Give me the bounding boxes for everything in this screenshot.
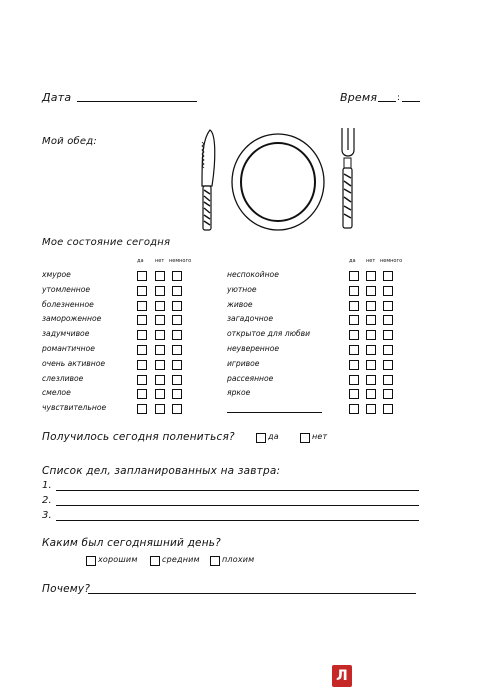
mood-checkbox-yes[interactable]: [349, 404, 359, 414]
lunch-label: Мой обед:: [42, 136, 97, 147]
mood-checkbox-no[interactable]: [155, 345, 165, 355]
mood-item-label: чувствительное: [42, 403, 107, 413]
mood-column-heading-left-0: да: [137, 258, 144, 264]
day-medium-label: средним: [162, 555, 200, 564]
mood-checkbox-somewhat[interactable]: [383, 330, 393, 340]
mood-checkbox-somewhat[interactable]: [172, 375, 182, 385]
mood-item-label: рассеянное: [227, 373, 274, 383]
mood-item-label: живое: [227, 299, 253, 309]
mood-checkbox-yes[interactable]: [349, 271, 359, 281]
mood-checkbox-no[interactable]: [366, 330, 376, 340]
mood-checkbox-somewhat[interactable]: [172, 360, 182, 370]
mood-item-label: игривое: [227, 358, 260, 368]
mood-checkbox-yes[interactable]: [349, 345, 359, 355]
todo-title: Список дел, запланированных на завтра:: [42, 465, 281, 477]
day-bad-label: плохим: [222, 555, 255, 564]
mood-item-label: смелое: [42, 388, 71, 398]
mood-checkbox-no[interactable]: [366, 345, 376, 355]
mood-checkbox-yes[interactable]: [137, 389, 147, 399]
date-field[interactable]: [77, 101, 197, 102]
mood-checkbox-yes[interactable]: [137, 315, 147, 325]
mood-column-heading-left-1: нет: [155, 258, 165, 264]
mood-checkbox-yes[interactable]: [349, 330, 359, 340]
mood-checkbox-somewhat[interactable]: [172, 345, 182, 355]
mood-item-label: очень активное: [42, 358, 106, 368]
day-medium-checkbox[interactable]: [150, 556, 160, 566]
mood-checkbox-yes[interactable]: [137, 271, 147, 281]
mood-checkbox-somewhat[interactable]: [172, 389, 182, 399]
mood-checkbox-somewhat[interactable]: [172, 404, 182, 414]
mood-checkbox-no[interactable]: [366, 375, 376, 385]
mood-checkbox-no[interactable]: [366, 389, 376, 399]
time-label: Время: [340, 91, 378, 104]
knife-icon: [202, 130, 215, 230]
mood-item-label: уютное: [227, 284, 257, 294]
mood-item-label: болезненное: [42, 299, 94, 309]
mood-item-label: утомленное: [42, 284, 91, 294]
mood-column-heading-right-2: немного: [380, 258, 403, 264]
todo-item-3-field[interactable]: [56, 520, 419, 521]
mood-checkbox-somewhat[interactable]: [172, 286, 182, 296]
mood-checkbox-somewhat[interactable]: [172, 315, 182, 325]
mood-item-label: хмурое: [42, 270, 71, 279]
mood-checkbox-somewhat[interactable]: [383, 271, 393, 281]
mood-item-label: романтичное: [42, 344, 95, 353]
mood-item-label: открытое для любви: [227, 329, 311, 339]
mood-item-label: яркое: [227, 388, 251, 398]
why-label: Почему?: [42, 583, 91, 595]
mood-checkbox-somewhat[interactable]: [383, 301, 393, 311]
mood-checkbox-yes[interactable]: [137, 330, 147, 340]
day-bad-checkbox[interactable]: [210, 556, 220, 566]
day-good-checkbox[interactable]: [86, 556, 96, 566]
mood-item-label: задумчивое: [42, 329, 90, 339]
mood-checkbox-yes[interactable]: [137, 404, 147, 414]
mood-title: Мое состояние сегодня: [42, 237, 171, 248]
mood-checkbox-yes[interactable]: [349, 360, 359, 370]
mood-column-heading-right-1: нет: [366, 258, 376, 264]
mood-checkbox-no[interactable]: [366, 404, 376, 414]
mood-checkbox-yes[interactable]: [137, 301, 147, 311]
mood-checkbox-yes[interactable]: [137, 345, 147, 355]
day-question: Каким был сегодняшний день?: [42, 537, 221, 549]
mood-item-label: неспокойное: [227, 270, 279, 279]
mood-item-label: замороженное: [42, 314, 102, 324]
todo-item-1-field[interactable]: [56, 490, 419, 491]
mood-checkbox-no[interactable]: [155, 389, 165, 399]
mood-checkbox-yes[interactable]: [349, 301, 359, 311]
mood-checkbox-yes[interactable]: [349, 315, 359, 325]
fork-icon: [342, 128, 354, 228]
lazy-yes-label: да: [268, 432, 279, 441]
todo-item-2-number: 2.: [42, 495, 52, 506]
mood-checkbox-no[interactable]: [155, 375, 165, 385]
mood-checkbox-yes[interactable]: [349, 286, 359, 296]
mood-item-label: слезливое: [42, 373, 84, 383]
time-minutes-field[interactable]: [402, 101, 420, 102]
mood-checkbox-yes[interactable]: [137, 375, 147, 385]
mood-checkbox-somewhat[interactable]: [172, 301, 182, 311]
mood-checkbox-yes[interactable]: [137, 286, 147, 296]
mood-column-heading-left-2: немного: [169, 258, 192, 264]
mood-checkbox-no[interactable]: [155, 271, 165, 281]
lazy-no-checkbox[interactable]: [300, 433, 310, 443]
mood-checkbox-yes[interactable]: [349, 389, 359, 399]
mood-checkbox-somewhat[interactable]: [383, 360, 393, 370]
mood-checkbox-no[interactable]: [155, 404, 165, 414]
why-field[interactable]: [88, 593, 416, 594]
time-hours-field[interactable]: [378, 101, 396, 102]
mood-checkbox-no[interactable]: [366, 286, 376, 296]
lazy-question: Получилось сегодня полениться?: [42, 431, 235, 443]
time-separator: :: [397, 93, 401, 103]
mood-checkbox-no[interactable]: [155, 315, 165, 325]
mood-checkbox-no[interactable]: [366, 301, 376, 311]
mood-checkbox-somewhat[interactable]: [383, 286, 393, 296]
mood-checkbox-somewhat[interactable]: [383, 345, 393, 355]
lunch-illustration: [190, 120, 370, 240]
mood-custom-field[interactable]: [227, 412, 322, 413]
mood-checkbox-no[interactable]: [155, 286, 165, 296]
mood-checkbox-no[interactable]: [155, 330, 165, 340]
lazy-no-label: нет: [312, 432, 328, 441]
day-good-label: хорошим: [98, 555, 138, 564]
mood-checkbox-yes[interactable]: [349, 375, 359, 385]
mood-checkbox-no[interactable]: [366, 360, 376, 370]
mood-checkbox-somewhat[interactable]: [383, 315, 393, 325]
lazy-yes-checkbox[interactable]: [256, 433, 266, 443]
mood-checkbox-yes[interactable]: [137, 360, 147, 370]
mood-column-heading-right-0: да: [349, 258, 356, 264]
mood-checkbox-somewhat[interactable]: [172, 271, 182, 281]
mood-checkbox-no[interactable]: [155, 301, 165, 311]
todo-item-3-number: 3.: [42, 510, 52, 521]
mood-checkbox-no[interactable]: [366, 315, 376, 325]
todo-item-1-number: 1.: [42, 480, 52, 491]
mood-checkbox-somewhat[interactable]: [383, 375, 393, 385]
mood-checkbox-no[interactable]: [366, 271, 376, 281]
date-label: Дата: [42, 91, 72, 104]
publisher-logo: Л: [332, 665, 352, 687]
mood-checkbox-somewhat[interactable]: [172, 330, 182, 340]
mood-item-label: неуверенное: [227, 344, 280, 353]
mood-checkbox-somewhat[interactable]: [383, 389, 393, 399]
plate-icon: [232, 134, 324, 230]
mood-checkbox-no[interactable]: [155, 360, 165, 370]
mood-checkbox-somewhat[interactable]: [383, 404, 393, 414]
todo-item-2-field[interactable]: [56, 505, 419, 506]
mood-item-label: загадочное: [227, 314, 274, 324]
